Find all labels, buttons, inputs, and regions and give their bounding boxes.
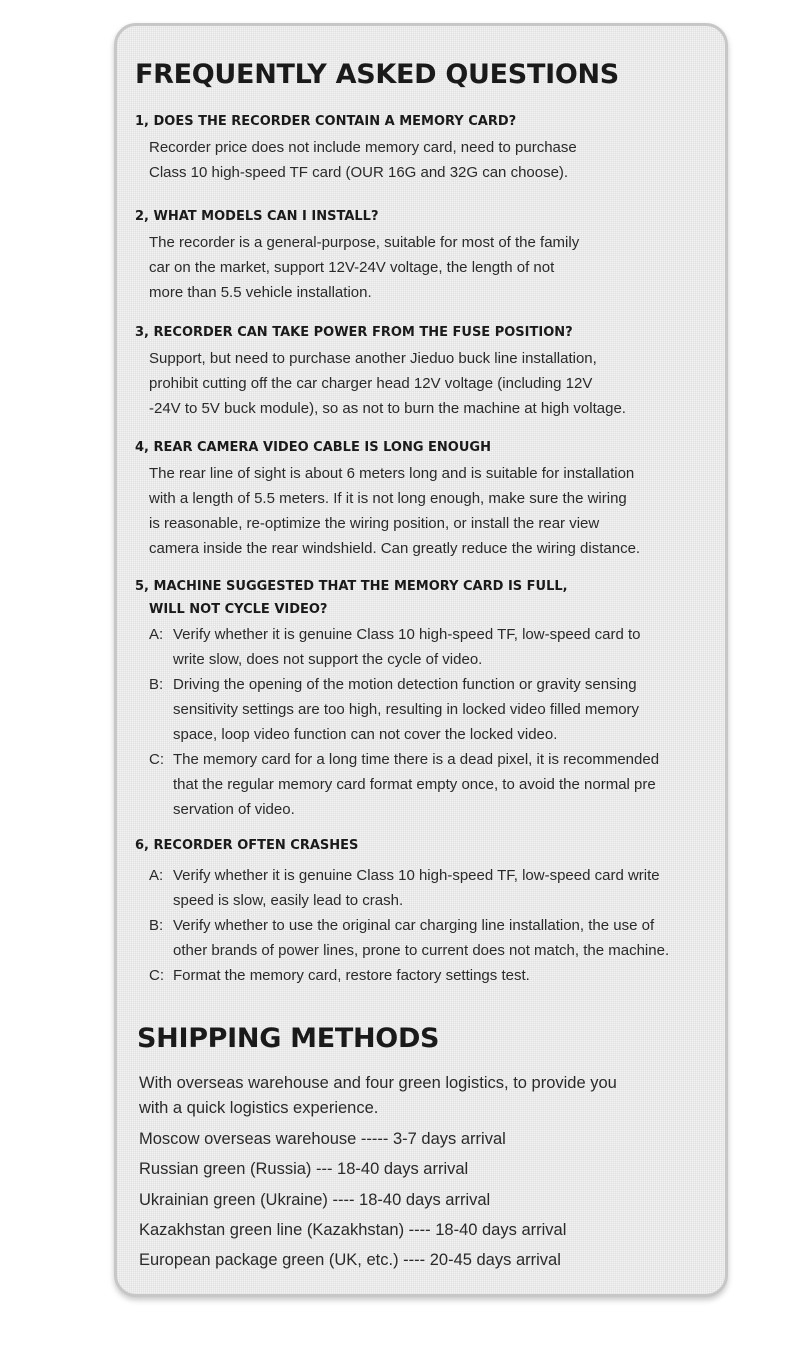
- shipping-route: Russian green (Russia) --- 18-40 days arrival: [139, 1160, 469, 1178]
- option-key: C:: [149, 967, 164, 984]
- option-line: sensitivity settings are too high, resulting in locked video filled memory: [173, 701, 640, 718]
- option-line: Verify whether it is genuine Class 10 high-speed TF, low-speed card to: [173, 626, 641, 643]
- shipping-route: Kazakhstan green line (Kazakhstan) ---- 18-40 days arrival: [139, 1221, 567, 1239]
- option-line: write slow, does not support the cycle of video.: [173, 651, 483, 668]
- option-key: B:: [149, 917, 164, 934]
- option-line: Verify whether to use the original car charging line installation, the use of: [173, 917, 655, 934]
- faq-answer-line: -24V to 5V buck module), so as not to burn the machine at high voltage.: [149, 400, 626, 417]
- option-line: space, loop video function can not cover the locked video.: [173, 726, 558, 743]
- faq-card: [114, 23, 728, 1297]
- faq-question-6: 6, RECORDER OFTEN CRASHES: [135, 838, 359, 853]
- option-key: C:: [149, 751, 164, 768]
- faq-question-4: 4, REAR CAMERA VIDEO CABLE IS LONG ENOUGH: [135, 440, 491, 455]
- faq-answer-line: more than 5.5 vehicle installation.: [149, 284, 372, 301]
- faq-title: FREQUENTLY ASKED QUESTIONS: [135, 59, 619, 90]
- shipping-intro-line: with a quick logistics experience.: [139, 1099, 379, 1117]
- faq-question-5-cont: WILL NOT CYCLE VIDEO?: [149, 602, 328, 617]
- option-line: servation of video.: [173, 801, 295, 818]
- faq-question-2: 2, WHAT MODELS CAN I INSTALL?: [135, 209, 379, 224]
- faq-question-1: 1, DOES THE RECORDER CONTAIN A MEMORY CARD?: [135, 114, 517, 129]
- shipping-route: European package green (UK, etc.) ---- 20-45 days arrival: [139, 1251, 561, 1269]
- shipping-route: Moscow overseas warehouse ----- 3-7 days arrival: [139, 1130, 506, 1148]
- faq-answer-line: Support, but need to purchase another Jieduo buck line installation,: [149, 350, 597, 367]
- faq-answer-line: Recorder price does not include memory card, need to purchase: [149, 139, 577, 156]
- option-key: B:: [149, 676, 164, 693]
- option-line: Format the memory card, restore factory settings test.: [173, 967, 530, 984]
- faq-answer-line: camera inside the rear windshield. Can greatly reduce the wiring distance.: [149, 540, 641, 557]
- faq-answer-line: prohibit cutting off the car charger head 12V voltage (including 12V: [149, 375, 593, 392]
- faq-answer-line: Class 10 high-speed TF card (OUR 16G and 32G can choose).: [149, 164, 569, 181]
- option-line: Verify whether it is genuine Class 10 high-speed TF, low-speed card write: [173, 867, 660, 884]
- shipping-title: SHIPPING METHODS: [137, 1023, 440, 1054]
- option-line: speed is slow, easily lead to crash.: [173, 892, 404, 909]
- option-key: A:: [149, 867, 164, 884]
- shipping-route: Ukrainian green (Ukraine) ---- 18-40 days arrival: [139, 1191, 491, 1209]
- option-line: Driving the opening of the motion detection function or gravity sensing: [173, 676, 637, 693]
- option-key: A:: [149, 626, 164, 643]
- option-line: other brands of power lines, prone to current does not match, the machine.: [173, 942, 670, 959]
- faq-answer-line: The recorder is a general-purpose, suitable for most of the family: [149, 234, 580, 251]
- faq-answer-line: The rear line of sight is about 6 meters long and is suitable for installation: [149, 465, 635, 482]
- faq-answer-line: car on the market, support 12V-24V voltage, the length of not: [149, 259, 555, 276]
- faq-answer-line: with a length of 5.5 meters. If it is not long enough, make sure the wiring: [149, 490, 627, 507]
- faq-question-3: 3, RECORDER CAN TAKE POWER FROM THE FUSE POSITION?: [135, 325, 573, 340]
- faq-answer-line: is reasonable, re-optimize the wiring position, or install the rear view: [149, 515, 600, 532]
- faq-question-5: 5, MACHINE SUGGESTED THAT THE MEMORY CARD IS FULL,: [135, 579, 568, 594]
- shipping-intro-line: With overseas warehouse and four green logistics, to provide you: [139, 1074, 617, 1092]
- option-line: The memory card for a long time there is a dead pixel, it is recommended: [173, 751, 660, 768]
- option-line: that the regular memory card format empty once, to avoid the normal pre: [173, 776, 656, 793]
